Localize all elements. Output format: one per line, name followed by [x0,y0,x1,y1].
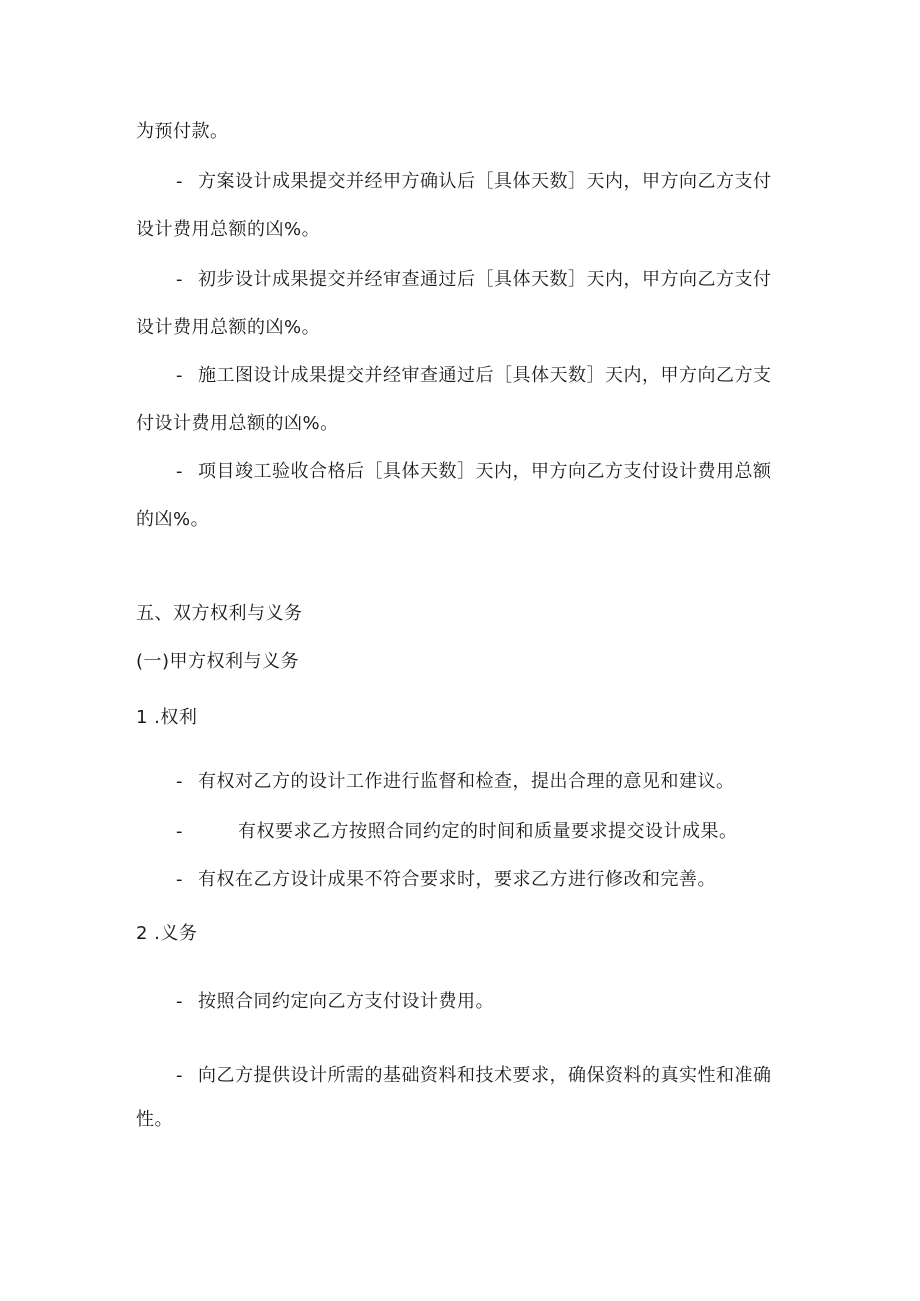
payment-clause-1-line2: 设计费用总额的凶%。 [136,219,321,240]
payment-clause-4 [176,461,772,483]
section-5-title: 五、双方权利与义务 [136,603,303,624]
rights-item-2-text: 有权要求乙方按照合同约定的时间和质量要求提交设计成果。 [238,821,738,842]
dash: - [176,869,183,890]
intro-tail: 为预付款。 [136,121,229,142]
dash: - [176,171,183,192]
payment-clause-3 [176,365,772,387]
dash: - [176,269,183,290]
payment-clause-2-line2: 设计费用总额的凶%。 [136,317,321,338]
rights-item-1 [176,771,735,793]
obligations-item-1-text: 按照合同约定向乙方支付设计费用。 [198,991,494,1012]
obligations-item-2-line2: 性。 [136,1109,173,1130]
obligations-item-2 [176,1065,772,1087]
rights-item-3-text: 有权在乙方设计成果不符合要求时，要求乙方进行修改和完善。 [198,869,716,890]
rights-item-3 [176,869,716,891]
dash: - [176,771,183,792]
obligations-item-2-line1: 向乙方提供设计所需的基础资料和技术要求，确保资料的真实性和准确 [198,1065,772,1086]
payment-clause-1-line1: 方案设计成果提交并经甲方确认后［具体天数］天内，甲方向乙方支付 [198,171,772,192]
payment-clause-1 [176,171,772,193]
rights-item-2 [176,821,738,843]
payment-clause-3-line2: 付设计费用总额的凶%。 [136,413,339,434]
dash: - [176,1065,183,1086]
dash: - [176,821,183,842]
subsection-1-title: (一)甲方权利与义务 [136,651,300,672]
payment-clause-2-line1: 初步设计成果提交并经审查通过后［具体天数］天内，甲方向乙方支付 [198,269,772,290]
obligations-item-1 [176,991,494,1013]
rights-heading: 1 .权利 [136,707,198,728]
dash: - [176,365,183,386]
payment-clause-4-line1: 项目竣工验收合格后［具体天数］天内，甲方向乙方支付设计费用总额 [198,461,772,482]
payment-clause-2 [176,269,772,291]
dash: - [176,991,183,1012]
rights-item-1-text: 有权对乙方的设计工作进行监督和检查，提出合理的意见和建议。 [198,771,735,792]
payment-clause-4-line2: 的凶%。 [136,509,210,530]
obligations-heading: 2 .义务 [136,923,198,944]
dash: - [176,461,183,482]
payment-clause-3-line1: 施工图设计成果提交并经审查通过后［具体天数］天内，甲方向乙方支 [198,365,772,386]
